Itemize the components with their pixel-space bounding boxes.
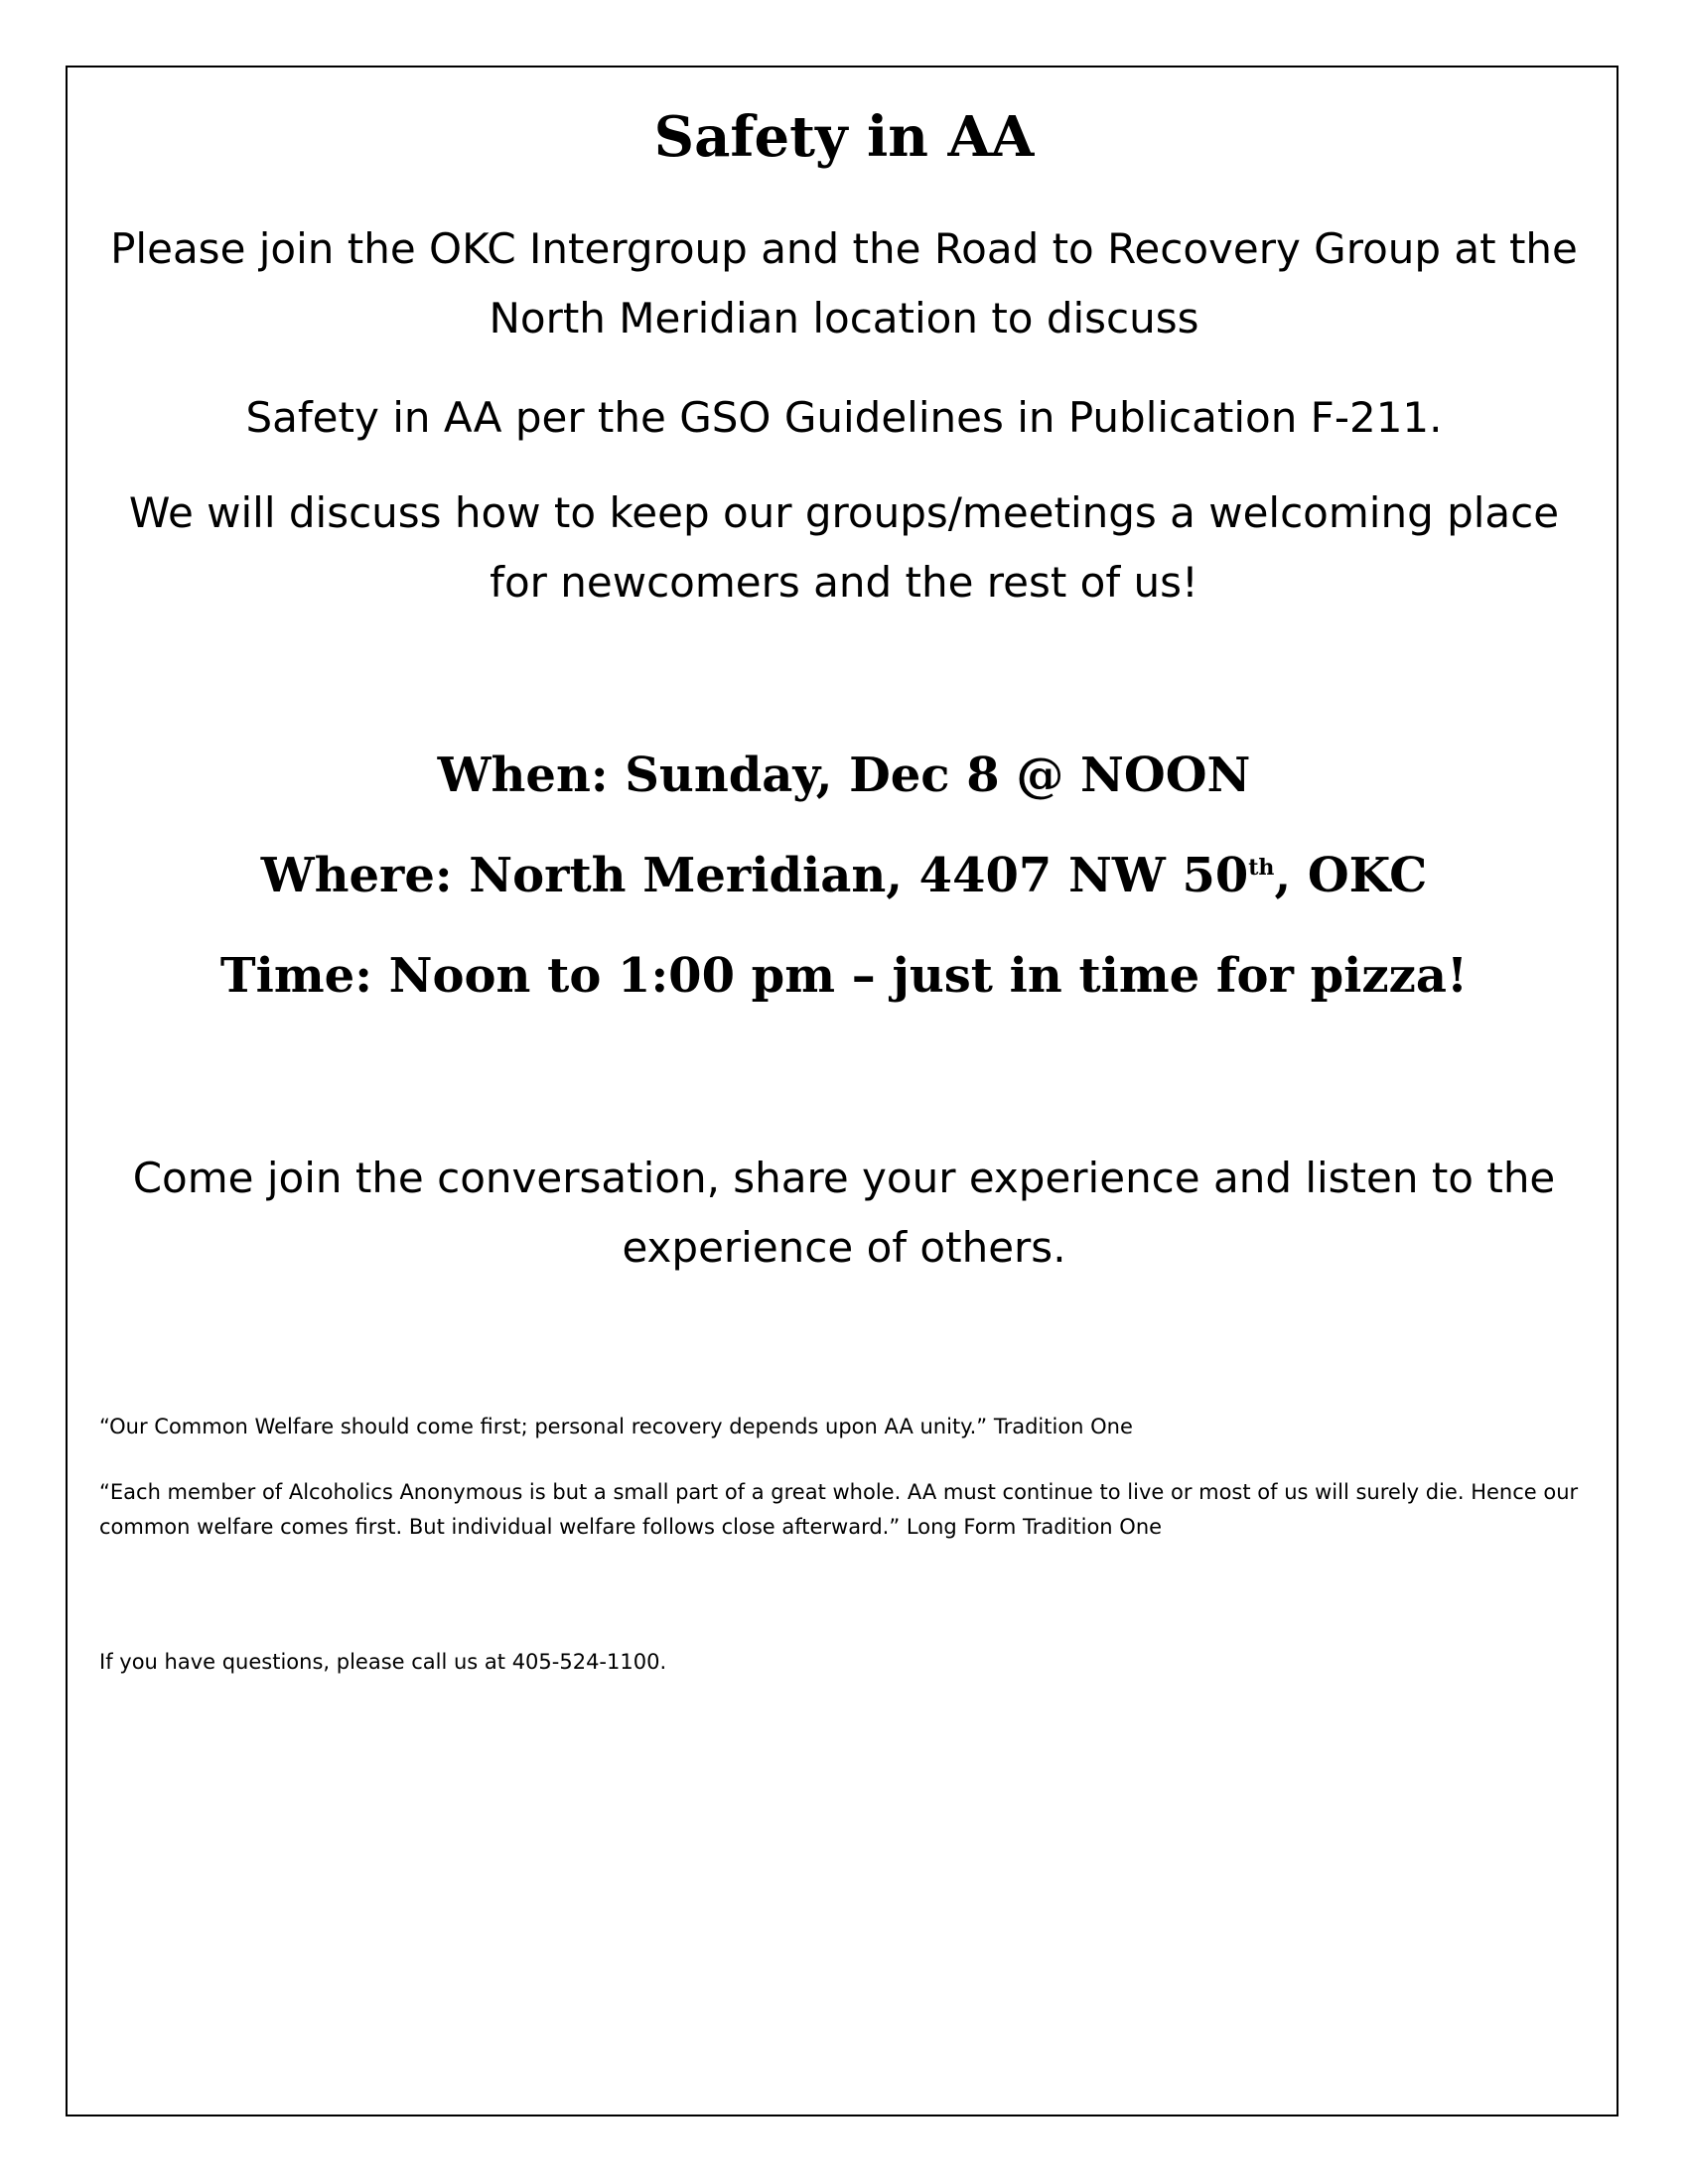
page-border <box>66 66 1618 2116</box>
purpose-paragraph: We will discuss how to keep our groups/meetings a welcoming place for newcomers and the rest of us! <box>128 488 1560 607</box>
event-where <box>0 841 1688 910</box>
invitation-paragraph: Come join the conversation, share your experience and listen to the experience of others. <box>132 1154 1556 1272</box>
topic-paragraph: Safety in AA per the GSO Guidelines in Publication F-211. <box>245 393 1443 442</box>
event-where-city: , OKC <box>1274 848 1428 903</box>
flyer-title: Safety in AA <box>653 104 1035 170</box>
event-where-superscript: th <box>1248 855 1275 881</box>
tradition-one-quote: “Our Common Welfare should come first; personal recovery depends upon AA unity.” Tradition One <box>99 1415 1133 1438</box>
contact-line: If you have questions, please call us at 405-524-1100. <box>99 1650 667 1674</box>
long-form-tradition-quote: “Each member of Alcoholics Anonymous is but a small part of a great whole. AA must continue to live or most of us will surely die. Hence our common welfare comes first. But individual welfare follows close afterward.” Long Form Tradition One <box>99 1480 1579 1539</box>
event-when: When: Sunday, Dec 8 @ NOON <box>437 748 1251 803</box>
event-where-address: Where: North Meridian, 4407 NW 50 <box>260 848 1249 903</box>
intro-paragraph: Please join the OKC Intergroup and the Road to Recovery Group at the North Meridian location to discuss <box>110 224 1578 342</box>
event-time: Time: Noon to 1:00 pm – just in time for pizza! <box>219 948 1469 1004</box>
